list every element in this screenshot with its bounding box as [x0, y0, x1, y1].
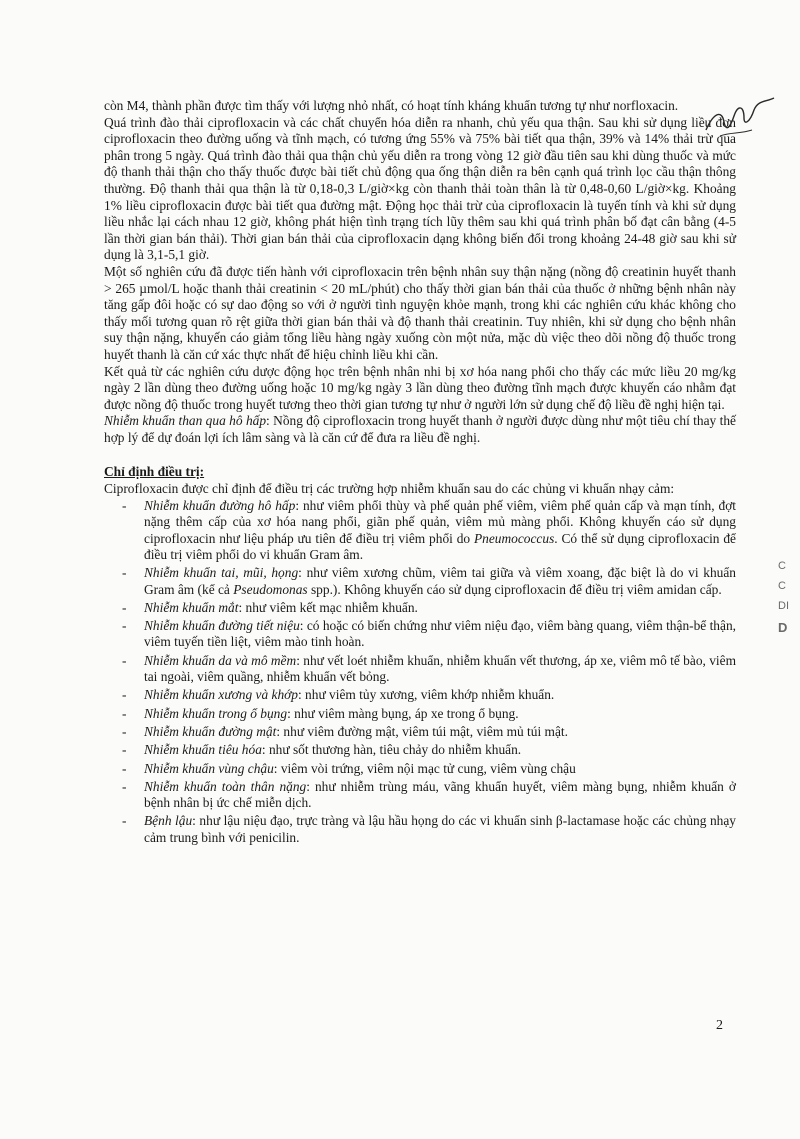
- list-item: - Nhiễm khuẩn tiêu hóa: như sốt thương hàn, tiêu chảy do nhiễm khuẩn.: [122, 742, 522, 758]
- document-body: [104, 98, 736, 848]
- list-item: - Nhiễm khuẩn đường mật: như viêm đường mật, viêm túi mật, viêm mủ túi mật.: [122, 723, 568, 739]
- indications-intro: Ciprofloxacin được chỉ định để điều trị các trường hợp nhiễm khuẩn sau do các chủng vi khuẩn nhạy cảm:: [104, 481, 675, 497]
- anthrax-label: Nhiễm khuẩn than qua hô hấp: [104, 413, 267, 429]
- list-item: - Nhiễm khuẩn trong ổ bụng: như viêm màng bụng, áp xe trong ổ bụng.: [122, 705, 519, 721]
- paragraph-anthrax: [104, 413, 736, 446]
- anthrax-text: : Nồng độ ciprofloxacin trong huyết thanh ở người được dùng như một tiêu chí thay thế hợp lý để dự đoán lợi ích lâm sàng và là căn cứ để đưa ra liều đề nghị.: [104, 413, 736, 445]
- indications-list: [104, 498, 736, 846]
- paragraph-elimination: Quá trình đào thải ciprofloxacin và các chất chuyển hóa diễn ra nhanh, chủ yếu qua thận. Sau khi sử dụng liều đơn ciprofloxacin theo đường uống và tĩnh mạch, có tương ứng 55% và 75% bài tiết qua thận, 39% và 14% thải trừ qua phân trong 5 ngày. Quá trình đào thải qua thận chủ yếu diễn ra trong vòng 12 giờ đầu tiên sau khi dùng thuốc và mức độ thanh thải thận cho thấy thuốc được bài tiết chủ động qua ống thận diễn ra bên cạnh quá trình lọc cầu thận thông thường. Độ thanh thải qua thận là từ 0,18-0,3 L/giờ×kg còn thanh thải toàn thân là từ 0,48-0,60 L/giờ×kg. Khoảng 1% liều ciprofloxacin được bài tiết qua đường mật. Động học thải trừ của ciprofloxacin là tuyến tính và khi sử dụng liều nhắc lại cách nhau 12 giờ, không phát hiện tình trạng tích lũy thêm sau khi quá trình phân bố đạt cân bằng (4-5 lần thời gian bán thải). Thời gian bán thải của ciprofloxacin dạng không biến đổi trong khoảng 24-48 giờ sau khi sử dụng là 3,1-5,1 giờ.: [104, 114, 736, 263]
- list-item: - Nhiễm khuẩn da và mô mềm: như vết loét nhiễm khuẩn, nhiễm khuẩn vết thương, áp xe, viêm mô tế bào, viêm tai ngoài, viêm quầng, nhiễm khuẩn vết bỏng.: [122, 652, 737, 685]
- indications-heading: Chỉ định điều trị:: [104, 464, 205, 480]
- list-item: - Nhiễm khuẩn xương và khớp: như viêm tủy xương, viêm khớp nhiễm khuẩn.: [122, 687, 555, 703]
- list-item: - Nhiễm khuẩn tai, mũi, họng: như viêm xương chũm, viêm tai giữa và viêm xoang, đặc biệt là do vi khuẩn Gram âm (kể cả Pseudomonas spp.). Không khuyến cáo sử dụng ciprofloxacin để điều trị viêm amidan cấp.: [122, 565, 736, 597]
- page-number: 2: [716, 1018, 723, 1033]
- list-item: - Nhiễm khuẩn vùng chậu: viêm vòi trứng, viêm nội mạc tử cung, viêm vùng chậu: [122, 760, 576, 776]
- paragraph-pediatric: Kết quả từ các nghiên cứu dược động học trên bệnh nhân nhi bị xơ hóa nang phổi cho thấy các mức liều 20 mg/kg ngày 2 lần dùng theo đường uống hoặc 10 mg/kg ngày 3 lần dùng theo đường tĩnh mạch được khuyến cáo nhằm đạt được nồng độ thuốc trong huyết tương theo thời gian tương tự như ở người lớn sử dụng chế độ liều đề nghị hiện tại.: [104, 363, 736, 412]
- list-item: - Bệnh lậu: như lậu niệu đạo, trực tràng và lậu hầu họng do các vi khuẩn sinh β-lactamase hoặc các chủng nhạy cảm trung bình với penicilin.: [122, 813, 736, 845]
- handwritten-signature: [700, 92, 780, 142]
- list-item: - Nhiễm khuẩn mắt: như viêm kết mạc nhiễm khuẩn.: [122, 599, 418, 615]
- paragraph-metabolite: còn M4, thành phần được tìm thấy với lượng nhỏ nhất, có hoạt tính kháng khuẩn tương tự như norfloxacin.: [104, 98, 679, 113]
- paragraph-renal-impairment: Một số nghiên cứu đã được tiến hành với ciprofloxacin trên bệnh nhân suy thận nặng (nồng độ creatinin huyết thanh > 265 µmol/L hoặc thanh thải creatinin < 20 mL/phút) cho thấy thời gian bán thải của thuốc ở những bệnh nhân này tăng gấp đôi hoặc có sự dao động so với ở người tình nguyện khỏe mạnh, trong khi các nghiên cứu khác không cho thấy mối tương quan rõ rệt giữa thời gian bán thải và độ thanh thải creatinin. Tuy nhiên, khi sử dụng cho bệnh nhân suy thận nặng, khuyến cáo giảm tổng liều hàng ngày xuống còn một nửa, mặc dù việc theo dõi nồng độ thuốc trong huyết thanh là căn cứ xác thực nhất để hiệu chỉnh liều khi cần.: [104, 263, 736, 362]
- edge-stamp: C C DI D: [778, 560, 789, 635]
- list-item: - Nhiễm khuẩn đường hô hấp: như viêm phổi thùy và phế quản phế viêm, viêm phế quản cấp và mạn tính, đợt nặng thêm cấp của xơ hóa nang phổi, giãn phế quản, viêm mủ màng phổi. Không khuyến cáo sử dụng ciprofloxacin như liệu pháp ưu tiên để điều trị viêm phổi do Pneumococcus. Có thể sử dụng ciprofloxacin để điều trị viêm phổi do vi khuẩn Gram âm.: [122, 498, 737, 562]
- list-item: - Nhiễm khuẩn đường tiết niệu: có hoặc có biến chứng như viêm niệu đạo, viêm bàng quang, viêm thận-bể thận, viêm tuyến tiền liệt, viêm mào tinh hoàn.: [122, 618, 736, 650]
- list-item: - Nhiễm khuẩn toàn thân nặng: như nhiễm trùng máu, vãng khuẩn huyết, viêm màng bụng, nhiễm khuẩn ở bệnh nhân bị ức chế miễn dịch.: [122, 778, 736, 811]
